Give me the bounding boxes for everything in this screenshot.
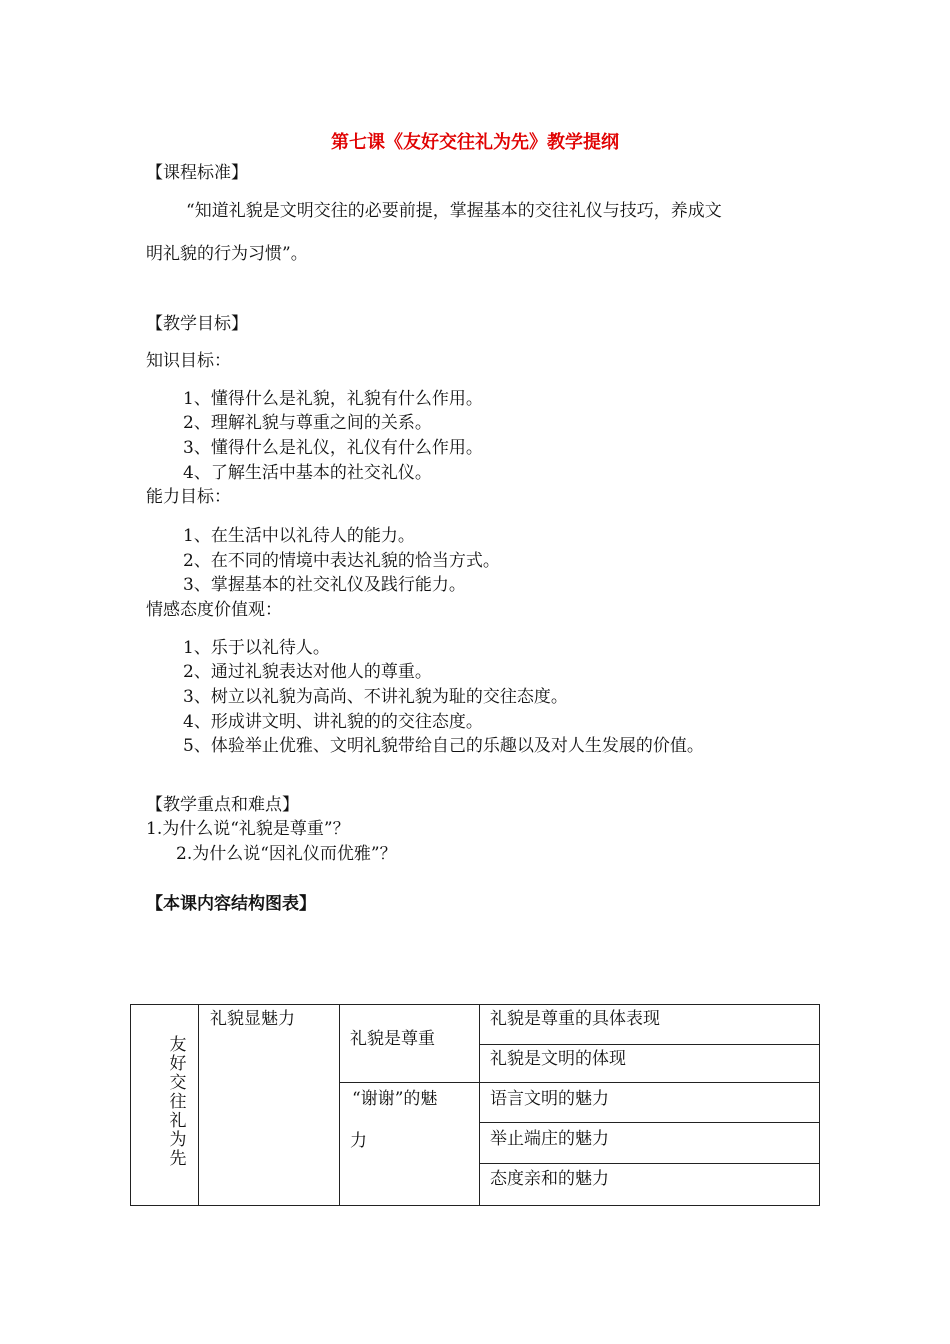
knowledge-goal-item: 3、懂得什么是礼仪，礼仪有什么作用。 [183,438,483,458]
structure-branch-b-line1: “谢谢”的魅 [352,1089,438,1109]
curriculum-line-1: “知道礼貌是文明交往的必要前提，掌握基本的交往礼仪与技巧，养成文 [186,201,722,221]
table-divider [479,1122,820,1123]
structure-level1: 礼貌显魅力 [210,1009,295,1029]
structure-root: 友好交往礼为先 [169,1035,187,1169]
table-border [130,1004,820,1206]
keypoint-item: 1.为什么说“礼貌是尊重”？ [146,819,350,839]
keypoints-heading: 【教学重点和难点】 [146,795,299,815]
attitude-goal-item: 5、体验举止优雅、文明礼貌带给自己的乐趣以及对人生发展的价值。 [183,736,704,756]
structure-branch-a: 礼貌是尊重 [350,1029,435,1049]
ability-goal-item: 2、在不同的情境中表达礼貌的恰当方式。 [183,551,500,571]
structure-leaf: 举止端庄的魅力 [490,1129,609,1149]
table-divider [479,1163,820,1164]
table-divider [198,1004,199,1206]
document-title: 第七课《友好交往礼为先》教学提纲 [331,132,619,153]
knowledge-goal-item: 4、了解生活中基本的社交礼仪。 [183,463,432,483]
attitude-goal-item: 4、形成讲文明、讲礼貌的的交往态度。 [183,712,483,732]
ability-goal-item: 1、在生活中以礼待人的能力。 [183,526,415,546]
attitude-goal-item: 3、树立以礼貌为高尚、不讲礼貌为耻的交往态度。 [183,687,568,707]
table-divider [479,1044,820,1045]
knowledge-goal-item: 1、懂得什么是礼貌，礼貌有什么作用。 [183,389,483,409]
knowledge-goals-label: 知识目标： [146,351,231,371]
goals-heading: 【教学目标】 [146,314,248,334]
keypoint-item: 2.为什么说“因礼仪而优雅”？ [176,844,397,864]
attitude-goal-item: 1、乐于以礼待人。 [183,638,330,658]
attitude-goal-item: 2、通过礼貌表达对他人的尊重。 [183,662,432,682]
table-divider [479,1004,480,1206]
structure-leaf: 态度亲和的魅力 [490,1169,609,1189]
curriculum-line-2: 明礼貌的行为习惯”。 [146,244,308,264]
structure-leaf: 礼貌是文明的体现 [490,1049,626,1069]
structure-branch-b-line2: 力 [350,1131,367,1151]
ability-goal-item: 3、掌握基本的社交礼仪及践行能力。 [183,575,466,595]
knowledge-goal-item: 2、理解礼貌与尊重之间的关系。 [183,413,432,433]
table-divider [339,1082,820,1083]
structure-leaf: 礼貌是尊重的具体表现 [490,1009,660,1029]
table-divider [339,1004,340,1206]
structure-heading: 【本课内容结构图表】 [146,894,316,914]
structure-leaf: 语言文明的魅力 [490,1089,609,1109]
attitude-goals-label: 情感态度价值观： [146,600,282,620]
ability-goals-label: 能力目标： [146,487,231,507]
curriculum-heading: 【课程标准】 [146,163,248,183]
